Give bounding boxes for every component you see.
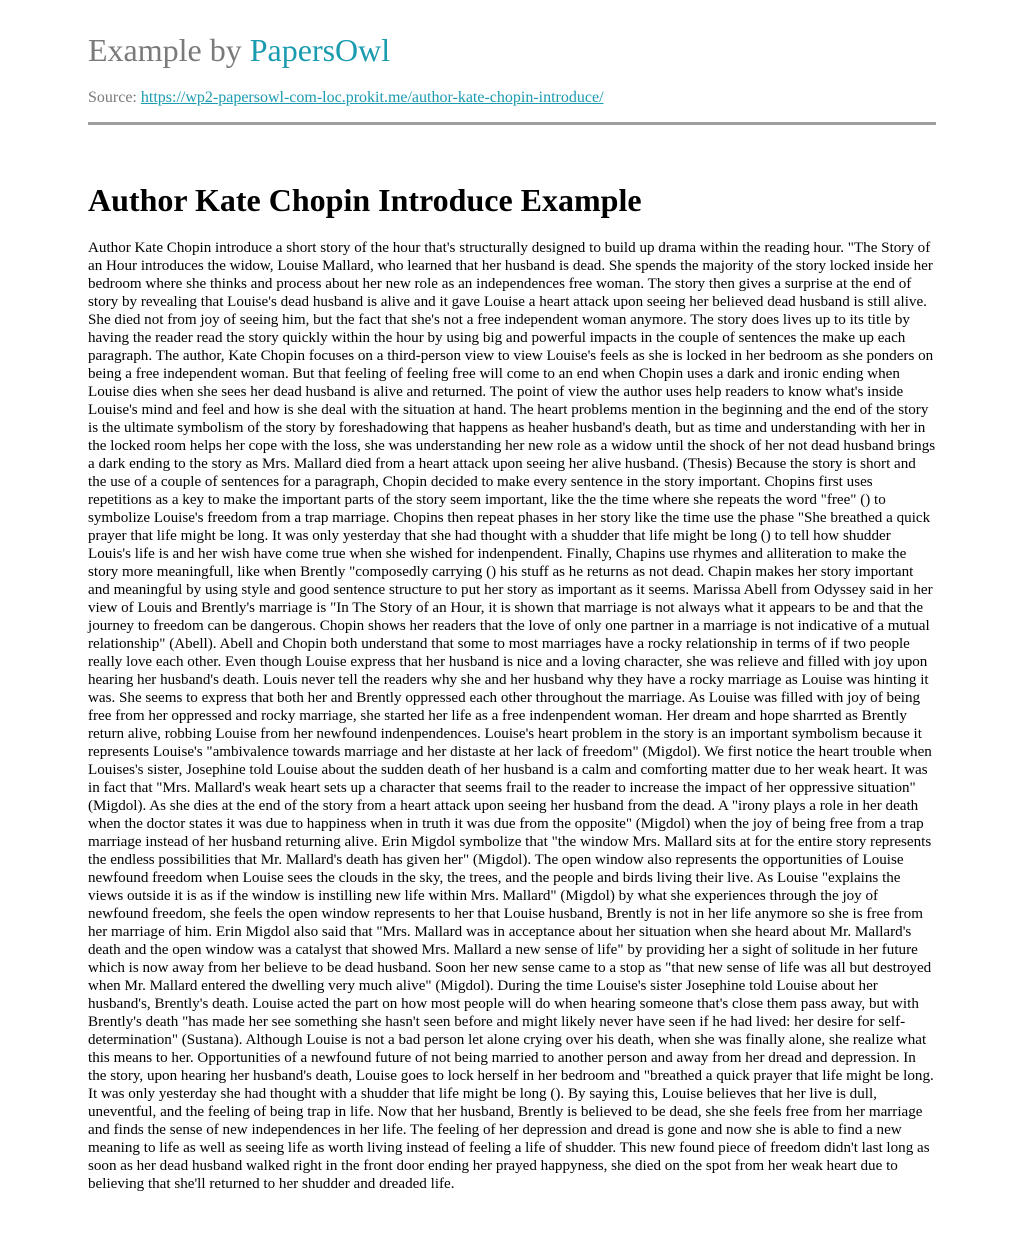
source-label: Source: (88, 89, 141, 106)
document-title: Author Kate Chopin Introduce Example (88, 182, 642, 218)
document-body: Author Kate Chopin introduce a short story of the hour that's structurally designed to build up drama within the reading hour. "The Story of an Hour introduces the widow, Louise Mallard, who learned that her husband is dead. She spends the majority of the story locked inside her bedroom where she thinks and process about her new role as an independences free woman. The story then gives a surprise at the end of story by revealing that Louise's dead husband is alive and it gave Louise a heart attack upon seeing her believed dead husband is still alive. She died not from joy of seeing him, but the fact that she's not a free independent woman anymore. The story does lives up to its title by having the reader read the story quickly within the hour by using big and powerful impacts in the couple of sentences the make up each paragraph. The author, Kate Chopin focuses on a third-person view to view Louise's feels as she is locked in her bedroom as she ponders on being a free independent woman. But that feeling of feeling free will come to an end when Chopin uses a dark and ironic ending when Louise dies when she sees her dead husband is alive and returned. The point of view the author uses help readers to know what's inside Louise's mind and feel and how is she deal with the situation at hand. The heart problems mention in the beginning and the end of the story is the ultimate symbolism of the story by foreshadowing that happens as heaher husband's death, but as time and understanding with her in the locked room helps her cope with the loss, she was understanding her new role as a widow until the shock of her not dead husband brings a dark ending to the story as Mrs. Mallard died from a heart attack upon seeing her alive husband. (Thesis) Because the story is short and the use of a couple of sentences for a paragraph, Chopin decided to make every sentence in the story important. Chopins first uses repetitions as a key to make the important parts of the story seem important, like the the time where she repeats the word "free" () to symbolize Louise's freedom from a trap marriage. Chopins then repeat phases in her story like the time use the phase "She breathed a quick prayer that life might be long. It was only yesterday that she had thought with a shudder that life might be long () to tell how shudder Louis's life is and her wish have come true when she wished for indenpendent. Finally, Chapins use rhymes and alliteration to make the story more meaningfull, like when Brently "composedly carrying () his stuff as he returns as not dead. Chapin makes her story important and meaningful by using style and good sentence structure to put her story as important as it seems. Marissa Abell from Odyssey said in her view of Louis and Brently's marriage is "In The Story of an Hour, it is shown that marriage is not always what it appears to be and that the journey to freedom can be dangerous. Chopin shows her readers that the love of only one partner in a marriage is not indicative of a mutual relationship" (Abell). Abell and Chopin both understand that some to most marriages have a rocky relationship in terms of if two people really love each other. Even though Louise express that her husband is nice and a loving character, she was relieve and filled with joy upon hearing her husband's death. Louis never tell the readers why she and her husband why they have a rocky marriage as Louise was hinting it was. She seems to express that both her and Brently oppressed each other throughout the marriage. As Louise was filled with joy of being free from her oppressed and rocky marriage, she started her life as a free indenpendent woman. Her dream and hope sharrted as Brently return alive, robbing Louise from her newfound indenpendences. Louise's heart problem in the story is an important symbolism because it represents Louise's "ambivalence towards marriage and her distaste at her lack of freedom" (Migdol). We first notice the heart trouble when Louises's sister, Josephine told Louise about the sudden death of her husband is a calm and comforting matter due to her weak heart. It was in fact that "Mrs. Mallard's weak heart sets up a character that seems frail to the reader to increase the impact of her oppressive situation" (Migdol). As she dies at the end of the story from a heart attack upon seeing her husband from the dead. A "irony plays a role in her death when the doctor states it was due to happiness when in truth it was due from the opposite" (Migdol) when the joy of being free from a trap marriage instead of her husband returning alive. Erin Migdol symbolize that "the window Mrs. Mallard sits at for the entire story represents the endless possibilities that Mr. Mallard's death has given her" (Migdol). The open window also represents the opportunities of Louise newfound freedom when Louise sees the clouds in the sky, the trees, and the people and birds living their live. As Louise "explains the views outside it is as if the window is instilling new life within Mrs. Mallard" (Migdol) by what she experiences through the joy of newfound freedom, she feels the open window represents to her that Louise husband, Brently is not in her life anymore so she is free from her marriage of him. Erin Migdol also said that "Mrs. Mallard was in acceptance about her situation when she heard about Mr. Mallard's death and the open window was a catalyst that showed Mrs. Mallard a new sense of life" by providing her a sight of solitude in her future which is now away from her believe to be dead husband. Soon her new sense came to a stop as "that new sense of life was all but destroyed when Mr. Mallard entered the dwelling very much alive" (Migdol). During the time Louise's sister Josephine told Louise about her husband's, Brently's death. Louise acted the part on how most people will do when hearing someone that's close them pass away, but with Brently's death "has made her see something she hasn't seen before and might likely never have seen if he had lived: her desire for self-determination" (Sustana). Although Louise is not a bad person let alone crying over his death, when she was finally alone, she realize what this means to her. Opportunities of a newfound future of not being married to another person and away from her dread and depression. In the story, upon hearing her husband's death, Louise goes to lock herself in her bedroom and "breathed a quick prayer that life might be long. It was only yesterday she had thought with a shudder that life might be long (). By saying this, Louise believes that her live is dull, uneventful, and the feeling of being trap in life. Now that her husband, Brently is believed to be dead, she she feels free from her marriage and finds the sense of new independences in her life. The feeling of her depression and dread is gone and now she is able to find a new meaning to life as well as seeing life as worth living instead of feeling a life of shudder. This new found piece of freedom didn't last long as soon as her dead husband walked right in the front door ending her prayed happyness, she died on the spot from her weak heart due to believing that she'll returned to her shudder and dreaded life. (88, 240, 936, 1192)
source-line (88, 87, 604, 109)
brand-link[interactable]: PapersOwl (249, 32, 391, 68)
site-header-title (88, 28, 390, 72)
header-prefix: Example by (88, 32, 250, 68)
source-url-link[interactable]: https://wp2-papersowl-com-loc.prokit.me/author-kate-chopin-introduce/ (140, 89, 604, 106)
header-divider (88, 122, 936, 125)
